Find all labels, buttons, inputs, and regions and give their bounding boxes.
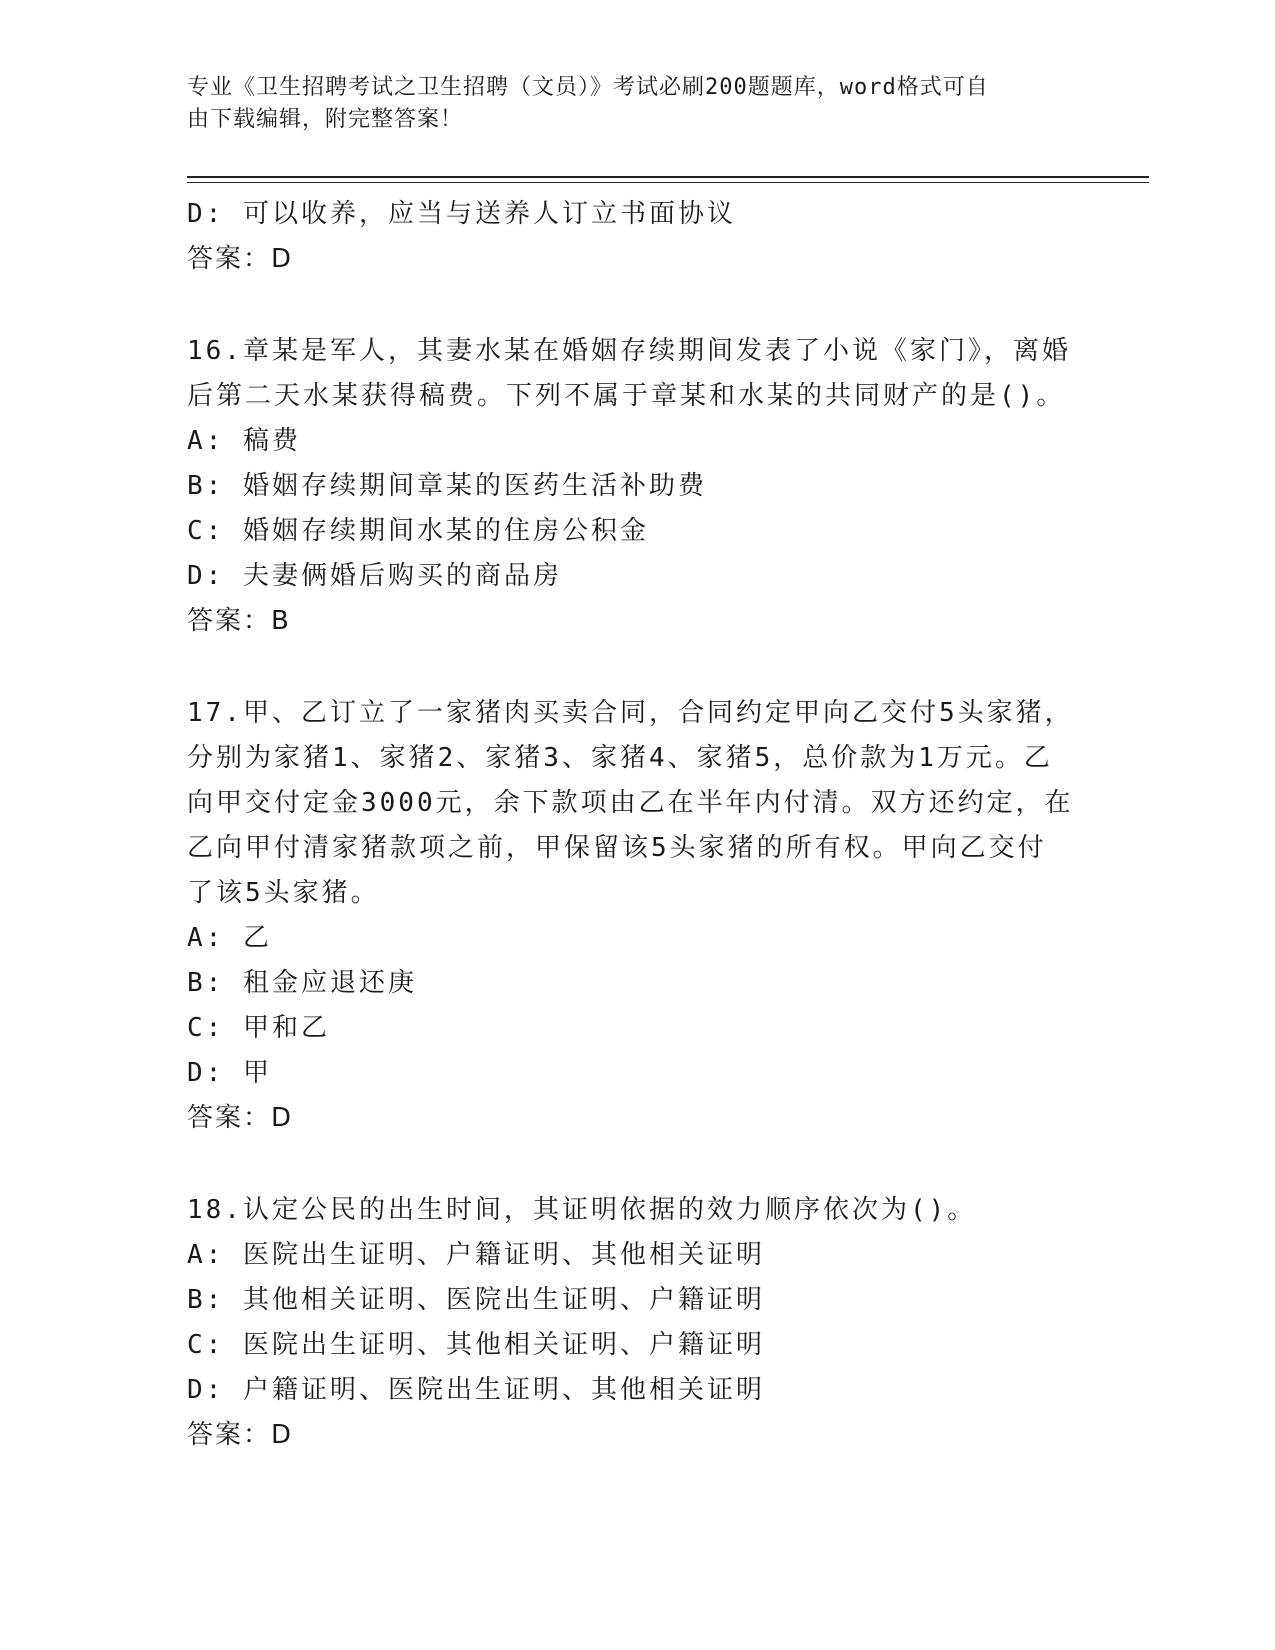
option-b: B: 其他相关证明、医院出生证明、户籍证明 <box>187 1285 765 1315</box>
question-stem: 17.甲、乙订立了一家猪肉买卖合同，合同约定甲向乙交付5头家猪， <box>187 698 1074 728</box>
header-rule-thin <box>187 182 1149 183</box>
question-block-15 <box>187 192 1087 282</box>
question-stem: 16.章某是军人，其妻水某在婚姻存续期间发表了小说《家门》，离婚 <box>187 336 1071 366</box>
question-stem: 乙向甲付清家猪款项之前，甲保留该5头家猪的所有权。甲向乙交付 <box>187 833 1047 863</box>
option-a: A: 稿费 <box>187 426 301 456</box>
question-content <box>187 192 1087 1458</box>
header-rule-thick <box>187 176 1149 178</box>
answer-line: 答案：D <box>187 1103 294 1133</box>
spacer <box>187 282 1087 329</box>
question-block-17 <box>187 691 1087 1141</box>
option-d: D: 可以收养，应当与送养人订立书面协议 <box>187 199 736 229</box>
spacer <box>187 644 1087 691</box>
header-line-1: 专业《卫生招聘考试之卫生招聘（文员）》考试必刷200题题库，word格式可自 <box>187 75 989 100</box>
question-stem: 分别为家猪1、家猪2、家猪3、家猪4、家猪5，总价款为1万元。乙 <box>187 743 1053 773</box>
option-c: C: 医院出生证明、其他相关证明、户籍证明 <box>187 1330 765 1360</box>
answer-line: 答案：D <box>187 244 294 274</box>
question-block-16 <box>187 329 1087 644</box>
question-stem: 后第二天水某获得稿费。下列不属于章某和水某的共同财产的是()。 <box>187 381 1066 411</box>
answer-line: 答案：D <box>187 1420 294 1450</box>
option-d: D: 甲 <box>187 1058 272 1088</box>
question-stem: 18.认定公民的出生时间，其证明依据的效力顺序依次为()。 <box>187 1195 977 1225</box>
page-header <box>187 72 1087 136</box>
question-stem: 了该5头家猪。 <box>187 878 380 908</box>
option-a: A: 医院出生证明、户籍证明、其他相关证明 <box>187 1240 765 1270</box>
option-c: C: 甲和乙 <box>187 1013 330 1043</box>
option-c: C: 婚姻存续期间水某的住房公积金 <box>187 516 649 546</box>
question-stem: 向甲交付定金3000元，余下款项由乙在半年内付清。双方还约定，在 <box>187 788 1074 818</box>
question-block-18 <box>187 1188 1087 1458</box>
header-line-2: 由下载编辑，附完整答案！ <box>187 107 464 132</box>
option-b: B: 婚姻存续期间章某的医药生活补助费 <box>187 471 707 501</box>
option-d: D: 户籍证明、医院出生证明、其他相关证明 <box>187 1375 765 1405</box>
option-d: D: 夫妻俩婚后购买的商品房 <box>187 561 562 591</box>
option-b: B: 租金应退还庚 <box>187 968 417 998</box>
spacer <box>187 1141 1087 1188</box>
option-a: A: 乙 <box>187 923 272 953</box>
answer-line: 答案：B <box>187 606 291 636</box>
